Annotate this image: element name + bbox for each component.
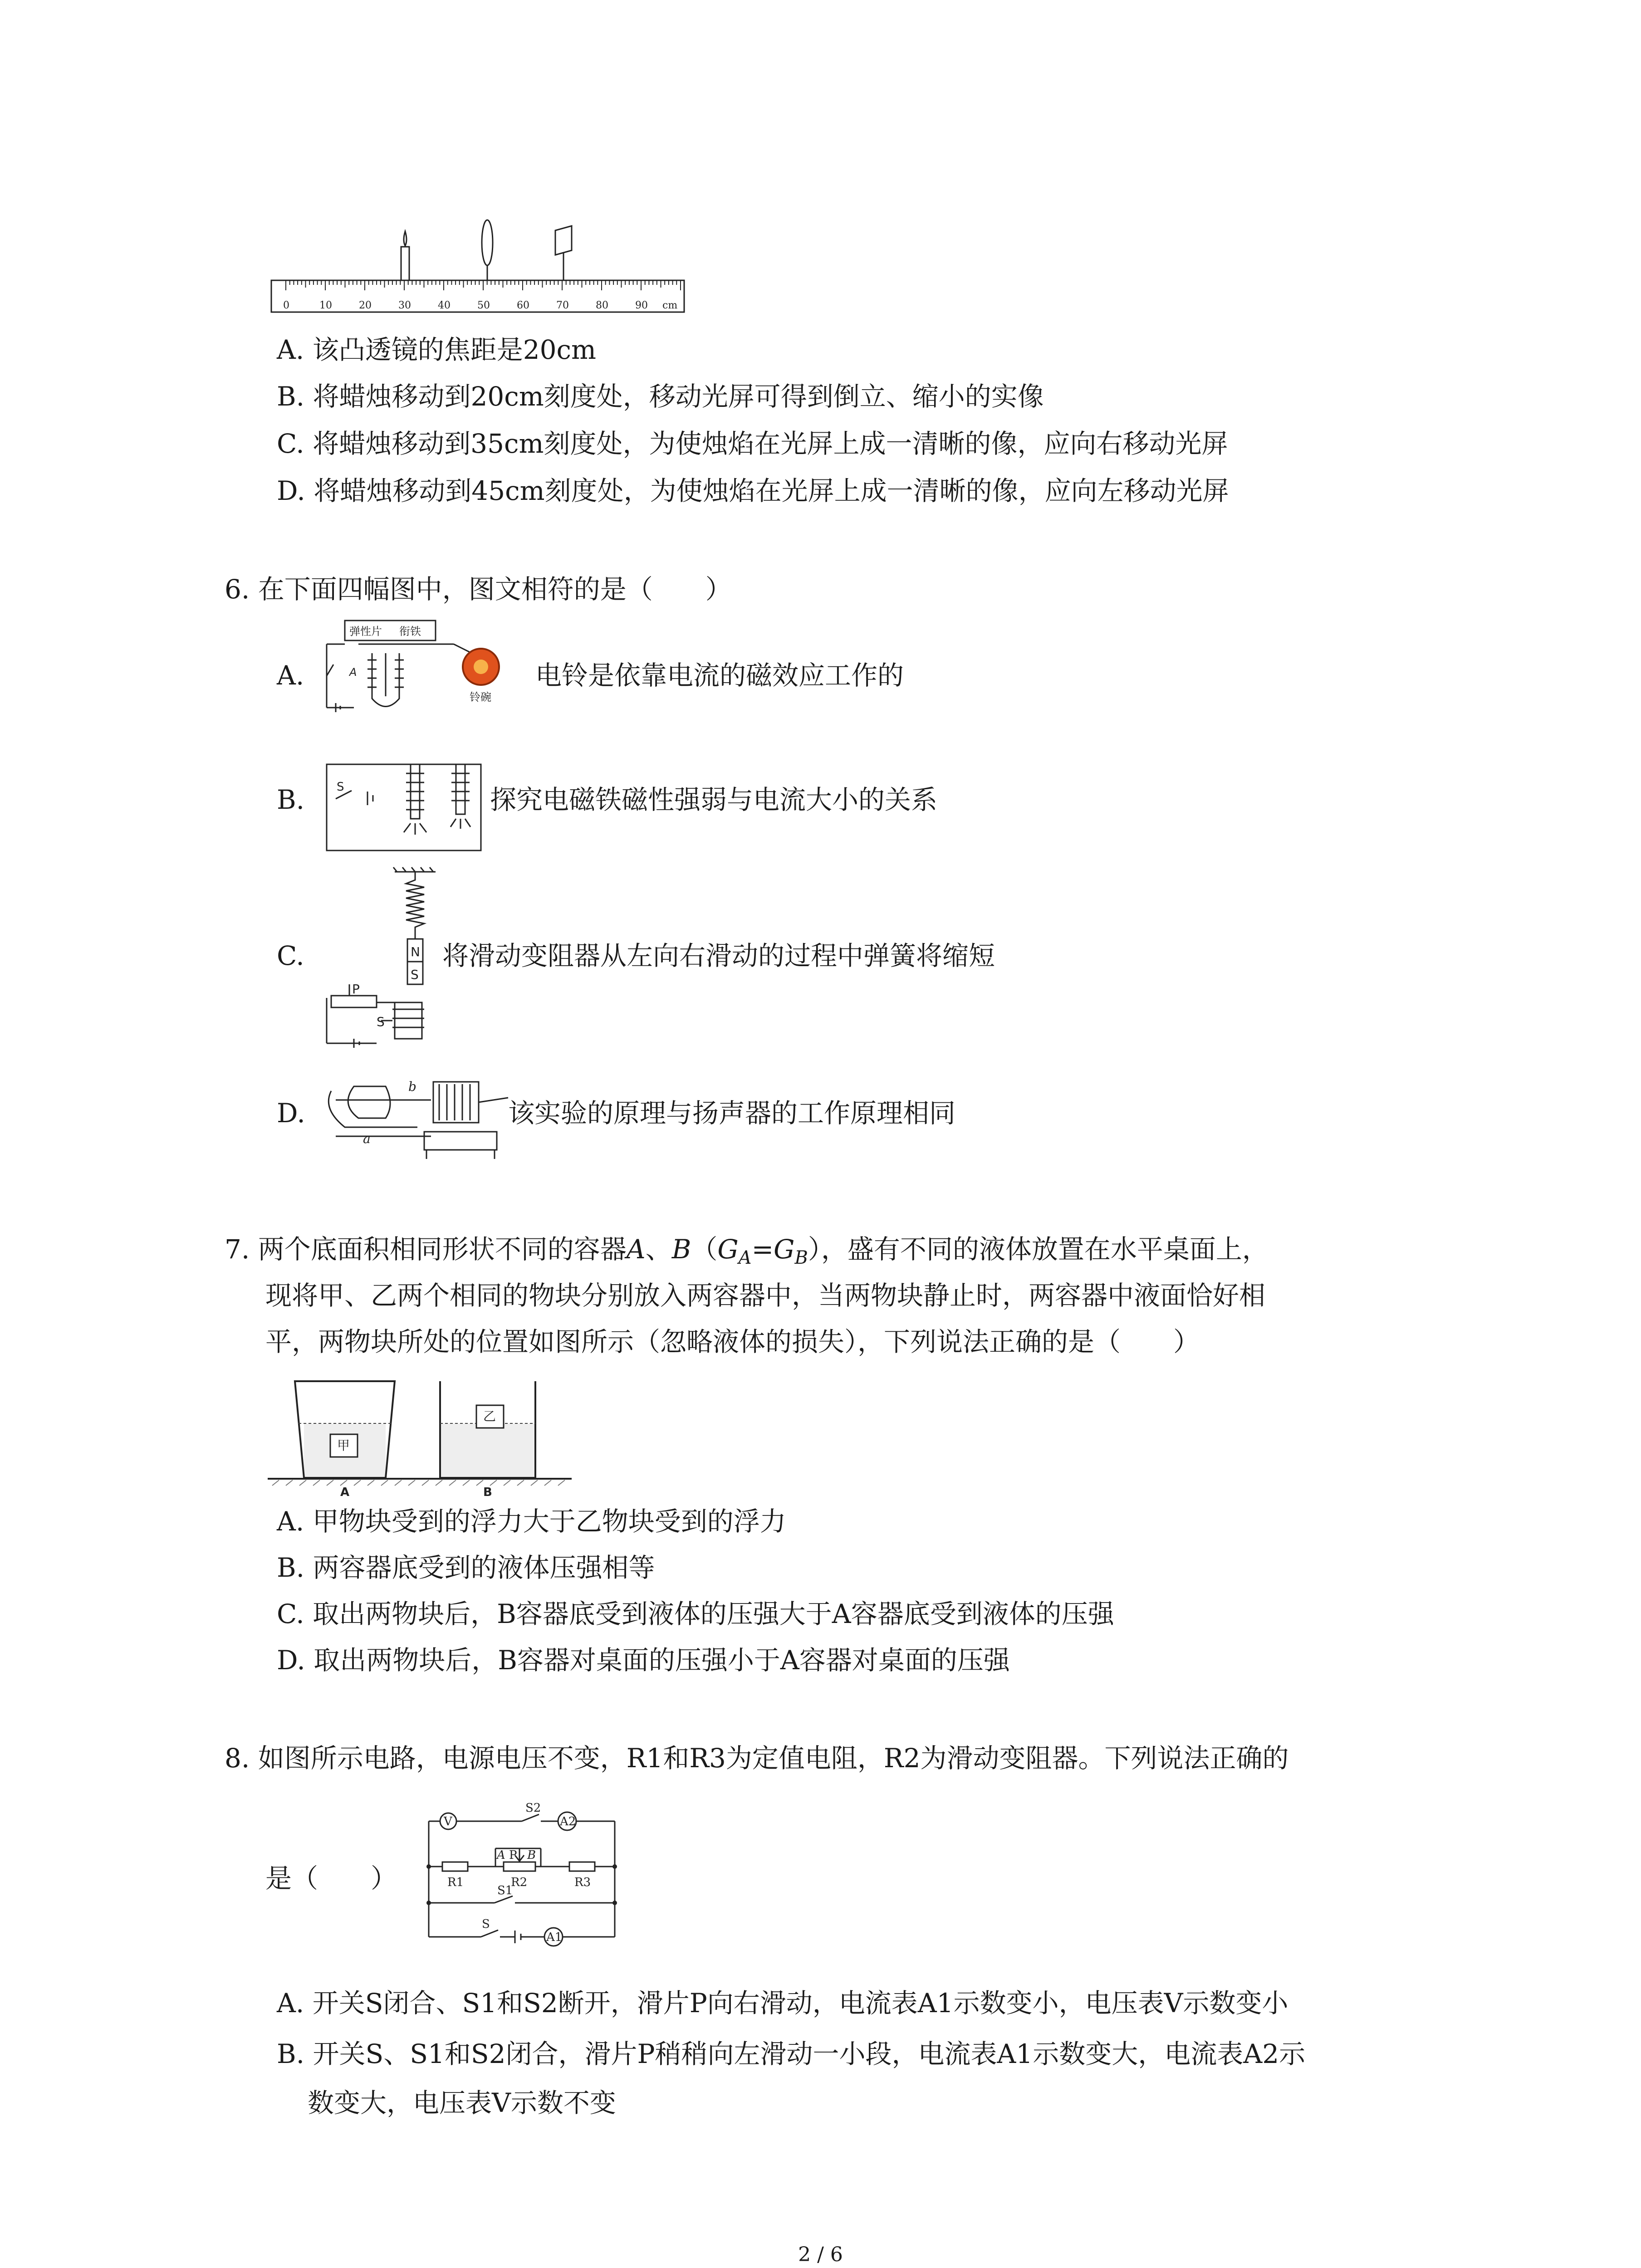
stem-open-paren: （ (691, 1234, 718, 1265)
container-a-symbol: A (626, 1234, 646, 1265)
q7-option-b: B. 两容器底受到的液体压强相等 (277, 1552, 655, 1583)
q7-stem-line1 (225, 1233, 1269, 1274)
q8-option-b-line1: B. 开关S、S1和S2闭合，滑片P稍稍向左滑动一小段，电流表A1示数变大，电流表A2示 (277, 2038, 1306, 2069)
weight-gb-symbol: G (774, 1234, 795, 1265)
weight-ga-subscript: A (738, 1247, 752, 1268)
q5-option-b: B. 将蜡烛移动到20cm刻度处，移动光屏可得到倒立、缩小的实像 (277, 381, 1044, 412)
electromagnet-figure (318, 755, 490, 860)
q7-stem-prefix: 7. 两个底面积相同形状不同的容器 (225, 1234, 627, 1265)
ruler-label-cm: cm (662, 300, 678, 311)
q6-option-b-label: B. (277, 784, 305, 815)
end-b-label: B (527, 1848, 536, 1862)
magnet-n-label: N (411, 944, 420, 959)
q6-option-c-label: C. (277, 940, 304, 971)
ammeter-a1-label: A1 (546, 1931, 563, 1944)
q6-stem: 6. 在下面四幅图中，图文相符的是（ ） (225, 574, 732, 605)
q7-stem-line3: 平，两物块所处的位置如图所示（忽略液体的损失），下列说法正确的是（ ） (265, 1326, 1200, 1357)
q7-stem-suffix: ），盛有不同的液体放置在水平桌面上， (808, 1234, 1269, 1265)
q7-option-d: D. 取出两物块后，B容器对桌面的压强小于A容器对桌面的压强 (277, 1645, 1010, 1676)
resistor-r3-label: R3 (574, 1876, 591, 1889)
switch-s-label: S (482, 1917, 490, 1931)
q5-option-a: A. 该凸透镜的焦距是20cm (277, 334, 597, 365)
light-screen (555, 226, 572, 280)
q8-option-b-line2: 数变大，电压表V示数不变 (308, 2087, 616, 2118)
page-number: 2 / 6 (798, 2243, 843, 2266)
q6-option-a-text: 电铃是依靠电流的磁效应工作的 (535, 660, 904, 691)
q8-stem-line1: 8. 如图所示电路，电源电压不变，R1和R3为定值电阻，R2为滑动变阻器。下列说法正确的 (225, 1743, 1289, 1774)
resistor-r2-label: R2 (511, 1876, 528, 1889)
weight-ga-symbol: G (717, 1234, 739, 1265)
q7-option-a: A. 甲物块受到的浮力大于乙物块受到的浮力 (277, 1506, 786, 1537)
spring-magnet-figure (318, 866, 454, 1057)
q8-stem-line2: 是（ ） (265, 1863, 397, 1894)
container-b-label: B (483, 1486, 492, 1497)
ruler-label-60: 60 (517, 300, 529, 311)
convex-lens (482, 220, 493, 280)
q6-option-b-text: 探究电磁铁磁性强弱与电流大小的关系 (490, 784, 938, 815)
weight-gb-subscript: B (794, 1247, 808, 1268)
block-jia-label: 甲 (337, 1438, 350, 1453)
container-b-symbol: B (671, 1234, 691, 1265)
voltmeter-label: V (444, 1815, 452, 1828)
candle (401, 231, 409, 280)
ruler-label-10: 10 (319, 300, 332, 311)
ruler-label-70: 70 (556, 300, 569, 311)
ruler-label-0: 0 (283, 300, 289, 311)
optical-bench-figure (268, 218, 690, 327)
magnet-s-label: S (411, 967, 419, 982)
motor-experiment-figure (318, 1064, 517, 1163)
containers-figure (268, 1374, 576, 1497)
end-a-label: A (497, 1848, 505, 1862)
switch-s1-label: S1 (497, 1884, 513, 1897)
armature-label: 衔铁 (399, 625, 421, 638)
q6-option-a-label: A. (277, 660, 304, 691)
ruler-label-80: 80 (596, 300, 608, 311)
ruler-label-20: 20 (359, 300, 372, 311)
container-a-label: A (340, 1486, 350, 1497)
q8-option-a: A. 开关S闭合、S1和S2断开，滑片P向右滑动，电流表A1示数变小，电压表V示数变小 (277, 1988, 1288, 2019)
spring-label: 弹性片 (349, 625, 382, 638)
container-a (295, 1381, 395, 1478)
ruler-label-30: 30 (398, 300, 411, 311)
equals-sign: = (751, 1234, 774, 1265)
switch-s-label: S (377, 1014, 385, 1029)
bowl-label: 铃碗 (470, 691, 491, 704)
q5-option-d: D. 将蜡烛移动到45cm刻度处，为使烛焰在光屏上成一清晰的像，应向左移动光屏 (277, 475, 1229, 506)
q6-option-d-label: D. (277, 1098, 305, 1129)
resistor-r1-label: R1 (447, 1876, 464, 1889)
ruler-label-90: 90 (635, 300, 648, 311)
q6-option-d-text: 该实验的原理与扬声器的工作原理相同 (508, 1098, 956, 1129)
q6-option-c-text: 将滑动变阻器从左向右滑动的过程中弹簧将缩短 (442, 940, 995, 971)
point-b-label: b (408, 1079, 416, 1094)
q7-option-c: C. 取出两物块后，B容器底受到液体的压强大于A容器底受到液体的压强 (277, 1598, 1114, 1629)
ruler-label-40: 40 (438, 300, 451, 311)
ruler-label-50: 50 (477, 300, 490, 311)
slider-p-label: P (352, 982, 360, 997)
switch-s2-label: S2 (525, 1801, 541, 1815)
switch-s-label: S (337, 780, 344, 794)
point-a-label: a (363, 1131, 371, 1146)
ammeter-a2-label: A2 (560, 1815, 576, 1828)
block-yi-label: 乙 (483, 1409, 496, 1424)
container-b (440, 1381, 535, 1478)
slider-p-label: P (509, 1848, 517, 1862)
point-a-label: A (349, 666, 357, 679)
q7-stem-line2: 现将甲、乙两个相同的物块分别放入两容器中，当两物块静止时，两容器中液面恰好相 (265, 1280, 1266, 1311)
electric-bell-figure (318, 617, 535, 726)
q5-option-c: C. 将蜡烛移动到35cm刻度处，为使烛焰在光屏上成一清晰的像，应向右移动光屏 (277, 428, 1228, 459)
stem-separator: 、 (645, 1234, 672, 1265)
circuit-diagram (422, 1801, 622, 1955)
